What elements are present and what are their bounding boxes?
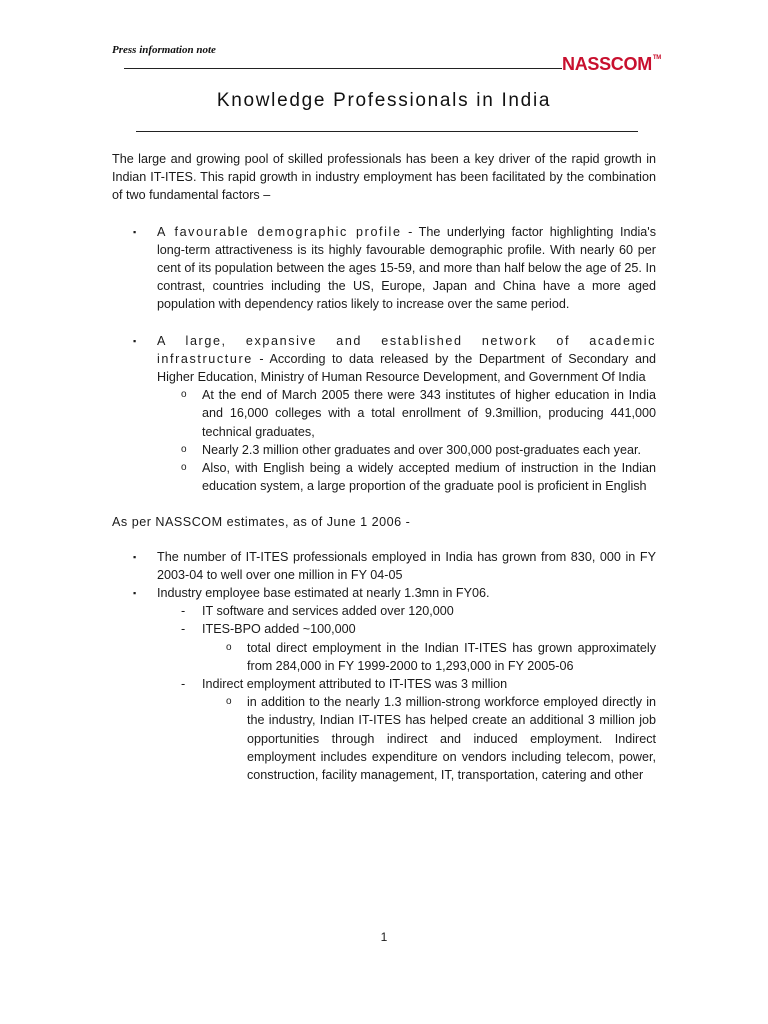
circle-bullet-icon: o bbox=[226, 696, 232, 708]
factor-demographic bbox=[112, 223, 656, 314]
square-bullet-icon: ▪ bbox=[133, 335, 137, 346]
circle-bullet-icon: o bbox=[226, 641, 232, 653]
square-bullet-icon: ▪ bbox=[133, 226, 137, 237]
document-title: Knowledge Professionals in India bbox=[216, 90, 552, 111]
factor-text: - The underlying factor highlighting India's long-term attractiveness is its highly favourable demographic profile. With nearly 60 per cent of its population between the ages 15-59, and more than half below the age of 25. In contrast, countries including the US, Europe, Japan and China have a more aged population with dependency ratios likely to increase over the same period. bbox=[157, 224, 656, 312]
document-body bbox=[112, 150, 656, 784]
factor-text: - According to data released by the Department of Secondary and Higher Education, Ministry of Human Resource Development, and Government Of India bbox=[157, 351, 656, 385]
estimates-heading: As per NASSCOM estimates, as of June 1 2006 - bbox=[112, 515, 411, 530]
trademark-mark: TM bbox=[652, 55, 661, 61]
square-bullet-icon: ▪ bbox=[133, 588, 137, 599]
title-rule bbox=[136, 131, 638, 132]
estimate-subitem: - IT software and services added over 120,000 bbox=[112, 602, 656, 620]
nasscom-logo bbox=[562, 54, 661, 75]
dash-bullet-icon: - bbox=[181, 604, 186, 619]
press-note-label: Press information note bbox=[112, 44, 216, 56]
dash-bullet-icon: - bbox=[181, 677, 186, 692]
estimate-item: ▪ The number of IT-ITES professionals employed in India has grown from 830, 000 in FY 2003-04 to well over one million in FY 04-05 bbox=[133, 549, 656, 582]
factor-heading: A favourable demographic profile bbox=[157, 224, 402, 239]
square-bullet-icon: ▪ bbox=[133, 551, 137, 562]
estimate-subitem: - ITES-BPO added ~100,000 bbox=[112, 620, 656, 638]
factor-heading: A large, expansive and established network of academic infrastructure bbox=[157, 333, 656, 366]
dash-bullet-icon: - bbox=[181, 622, 186, 637]
estimate-detail: o in addition to the nearly 1.3 million-strong workforce employed directly in the industry, Indian IT-ITES has helped create an additional 3 million job opportunities through indirect and induced employment. Indirect employment includes expenditure on vendors including telecom, power, construction, facility management, IT, transportation, catering and other bbox=[226, 695, 656, 783]
academic-subitem: o At the end of March 2005 there were 343 institutes of higher education in India and 16,000 colleges with a total enrollment of 9.3million, producing 441,000 technical graduates, bbox=[181, 388, 656, 439]
logo-text: NASSCOM bbox=[562, 54, 652, 74]
academic-subitem: o Also, with English being a widely accepted medium of instruction in the Indian education system, a large proportion of the graduate pool is proficient in English bbox=[181, 461, 656, 494]
estimate-item: ▪ Industry employee base estimated at nearly 1.3mn in FY06. bbox=[112, 584, 656, 602]
circle-bullet-icon: o bbox=[181, 389, 187, 401]
intro-paragraph: The large and growing pool of skilled professionals has been a key driver of the rapid growth in Indian IT-ITES. This rapid growth in industry employment has been facilitated by the combination of two fundamental factors – bbox=[112, 152, 656, 203]
header-rule bbox=[124, 68, 562, 69]
page-number: 1 bbox=[380, 930, 388, 944]
estimate-detail: o total direct employment in the Indian IT-ITES has grown approximately from 284,000 in FY 1999-2000 to 1,293,000 in FY 2005-06 bbox=[226, 640, 656, 673]
factor-academic bbox=[112, 332, 656, 387]
circle-bullet-icon: o bbox=[181, 462, 187, 474]
estimate-subitem: - Indirect employment attributed to IT-ITES was 3 million bbox=[112, 675, 656, 693]
academic-subitem: o Nearly 2.3 million other graduates and over 300,000 post-graduates each year. bbox=[112, 441, 656, 459]
circle-bullet-icon: o bbox=[181, 443, 187, 455]
